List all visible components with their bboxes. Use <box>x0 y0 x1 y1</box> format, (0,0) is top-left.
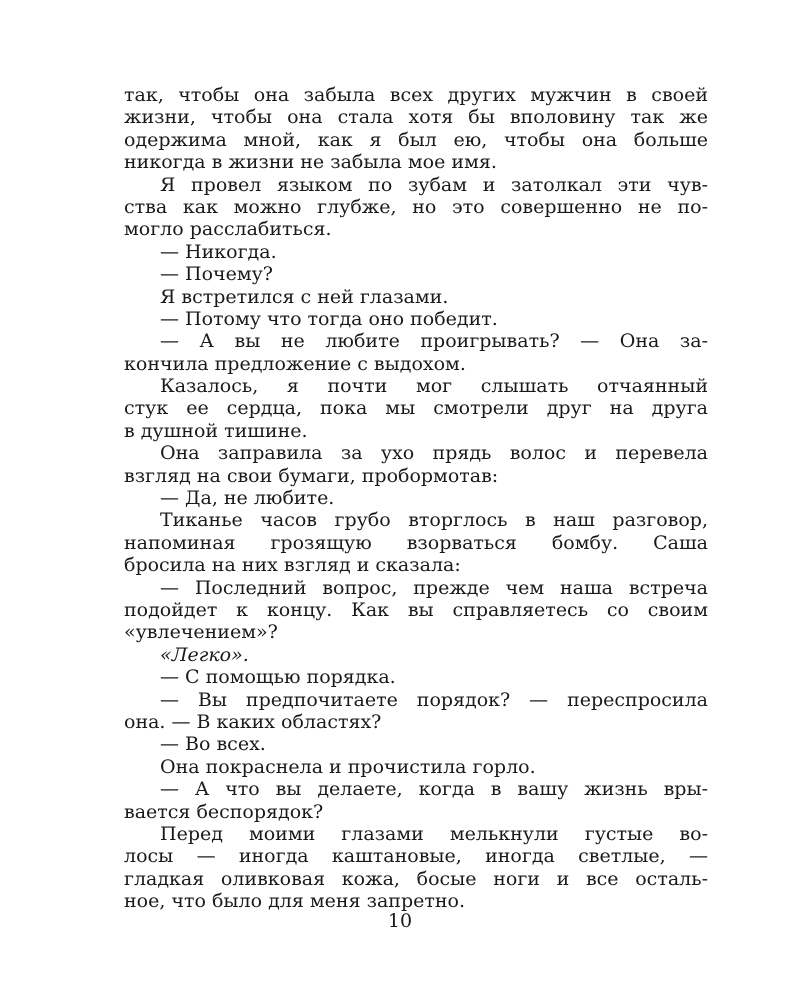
text-line: взгляд на свои бумаги, пробормотав: <box>124 464 499 487</box>
text-line: «Легко». <box>160 643 249 666</box>
text-line: жизни, чтобы она стала хотя бы вполовину так же <box>124 106 708 129</box>
text-line: ное, что было для меня запретно. <box>124 890 466 913</box>
text-line: — Во всех. <box>160 733 266 756</box>
text-line: в душной тишине. <box>124 419 308 442</box>
page-number: 10 <box>387 910 413 932</box>
text-line: стук ее сердца, пока мы смотрели друг на друга <box>124 397 708 420</box>
text-line: — Последний вопрос, прежде чем наша встреча <box>160 576 708 599</box>
text-line: — Да, не любите. <box>160 487 335 510</box>
text-line: Казалось, я почти мог слышать отчаянный <box>160 375 708 398</box>
text-line: вается беспорядок? <box>124 800 324 823</box>
text-line: лосы — иногда каштановые, иногда светлые, — <box>124 845 708 868</box>
text-line: Она заправила за ухо прядь волос и перевела <box>160 442 708 465</box>
text-line: Я провел языком по зубам и затолкал эти чув- <box>160 173 708 196</box>
body-text <box>124 84 708 912</box>
text-line: — Никогда. <box>160 240 277 263</box>
text-line: никогда в жизни не забыла мое имя. <box>124 151 497 174</box>
text-line: — Почему? <box>160 263 273 286</box>
text-line: бросила на них взгляд и сказала: <box>124 554 461 577</box>
text-line: — А вы не любите проигрывать? — Она за- <box>160 330 708 353</box>
text-line: кончила предложение с выдохом. <box>124 352 466 375</box>
text-line: Я встретился с ней глазами. <box>160 285 449 308</box>
text-line: — Потому что тогда оно победит. <box>160 307 498 330</box>
text-line: Она покраснела и прочистила горло. <box>160 755 536 778</box>
text-line: — С помощью порядка. <box>160 666 396 689</box>
text-line: «увлечением»? <box>124 621 278 644</box>
text-line: Тиканье часов грубо вторглось в наш разговор, <box>160 509 708 532</box>
text-line: гладкая оливковая кожа, босые ноги и все осталь- <box>124 867 708 890</box>
text-line: ства как можно глубже, но это совершенно не по- <box>124 195 708 218</box>
text-line: Перед моими глазами мелькнули густые во- <box>160 822 708 845</box>
text-line: одержима мной, как я был ею, чтобы она больше <box>124 128 708 151</box>
text-line: она. — В каких областях? <box>124 710 382 733</box>
text-line: подойдет к концу. Как вы справляетесь со своим <box>124 598 708 621</box>
text-line: — А что вы делаете, когда в вашу жизнь вры- <box>160 778 708 801</box>
text-line: напоминая грозящую взорваться бомбу. Саша <box>124 531 708 554</box>
text-line: так, чтобы она забыла всех других мужчин в своей <box>124 84 708 106</box>
text-line: — Вы предпочитаете порядок? — переспросила <box>160 688 708 711</box>
text-line: могло расслабиться. <box>124 218 332 241</box>
